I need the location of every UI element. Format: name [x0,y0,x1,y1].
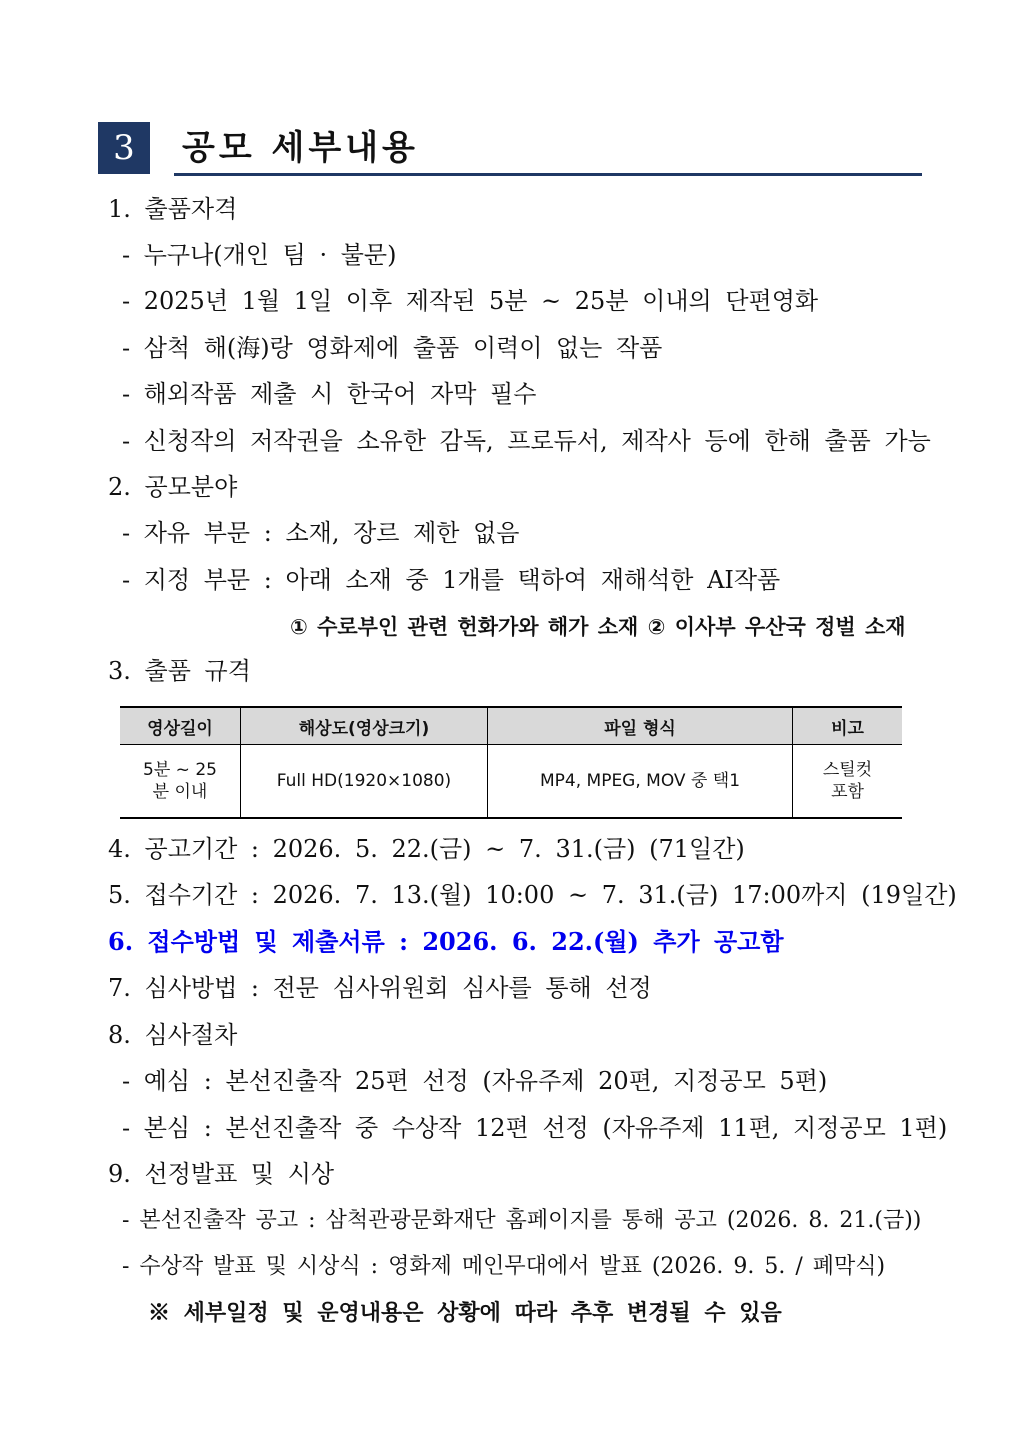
spec-cell-length: 5분 ~ 25분 이내 [120,745,241,819]
item-eligibility-anyone: - 누구나(개인 팀 · 불문) [122,241,397,269]
item-eligibility-date: - 2025년 1월 1일 이후 제작된 5분 ~ 25분 이내의 단편영화 [122,287,819,315]
section-underline [174,173,922,176]
section-header [98,122,922,178]
spec-header-format: 파일 형식 [488,707,793,745]
item-eligibility-subtitles: - 해외작품 제출 시 한국어 자막 필수 [122,380,537,408]
item-spec-heading: 3. 출품 규격 [108,657,251,685]
spec-cell-format: MP4, MPEG, MOV 중 택1 [488,745,793,819]
section-number: 3 [98,122,150,174]
item-eligibility-copyright: - 신청작의 저작권을 소유한 감독, 프로듀서, 제작사 등에 한해 출품 가능 [122,427,931,455]
item-eligibility-no-history: - 삼척 해(海)랑 영화제에 출품 이력이 없는 작품 [122,334,663,362]
item-category-heading: 2. 공모분야 [108,473,238,501]
spec-cell-resolution: Full HD(1920×1080) [241,745,488,819]
item-announcement-period: 4. 공고기간 : 2026. 5. 22.(금) ~ 7. 31.(금) (71일간) [108,835,745,863]
item-eligibility-heading: 1. 출품자격 [108,195,238,223]
table-row [120,745,902,819]
item-review-final: - 본심 : 본선진출작 중 수상작 12편 선정 (자유주제 11편, 지정공모 1편) [122,1114,948,1142]
item-review-preliminary: - 예심 : 본선진출작 25편 선정 (자유주제 20편, 지정공모 5편) [122,1067,828,1095]
spec-table [120,706,902,819]
section-title: 공모 세부내용 [182,128,419,168]
item-category-free: - 자유 부문 : 소재, 장르 제한 없음 [122,519,520,547]
spec-table-header-row [120,707,902,745]
item-submission-method: 6. 접수방법 및 제출서류 : 2026. 6. 22.(월) 추가 공고함 [108,927,784,956]
item-category-designated: - 지정 부문 : 아래 소재 중 1개를 택하여 재해석한 AI작품 [122,566,781,594]
item-review-process-heading: 8. 심사절차 [108,1021,238,1049]
item-results-heading: 9. 선정발표 및 시상 [108,1160,335,1188]
spec-header-note: 비고 [793,707,903,745]
item-results-finalists: - 본선진출작 공고 : 삼척관광문화재단 홈페이지를 통해 공고 (2026. 8. 21.(금)) [122,1208,922,1233]
item-results-awards: - 수상작 발표 및 시상식 : 영화제 메인무대에서 발표 (2026. 9. 5. / 폐막식) [122,1254,886,1279]
item-review-method: 7. 심사방법 : 전문 심사위원회 심사를 통해 선정 [108,974,652,1002]
item-notice: ※ 세부일정 및 운영내용은 상황에 따라 추후 변경될 수 있음 [148,1300,782,1326]
item-submission-period: 5. 접수기간 : 2026. 7. 13.(월) 10:00 ~ 7. 31.(금) 17:00까지 (19일간) [108,881,957,909]
spec-cell-note: 스틸컷 포함 [793,745,903,819]
item-category-subjects: ① 수로부인 관련 헌화가와 해가 소재 ② 이사부 우산국 정벌 소재 [290,615,906,639]
spec-header-length: 영상길이 [120,707,241,745]
spec-header-resolution: 해상도(영상크기) [241,707,488,745]
